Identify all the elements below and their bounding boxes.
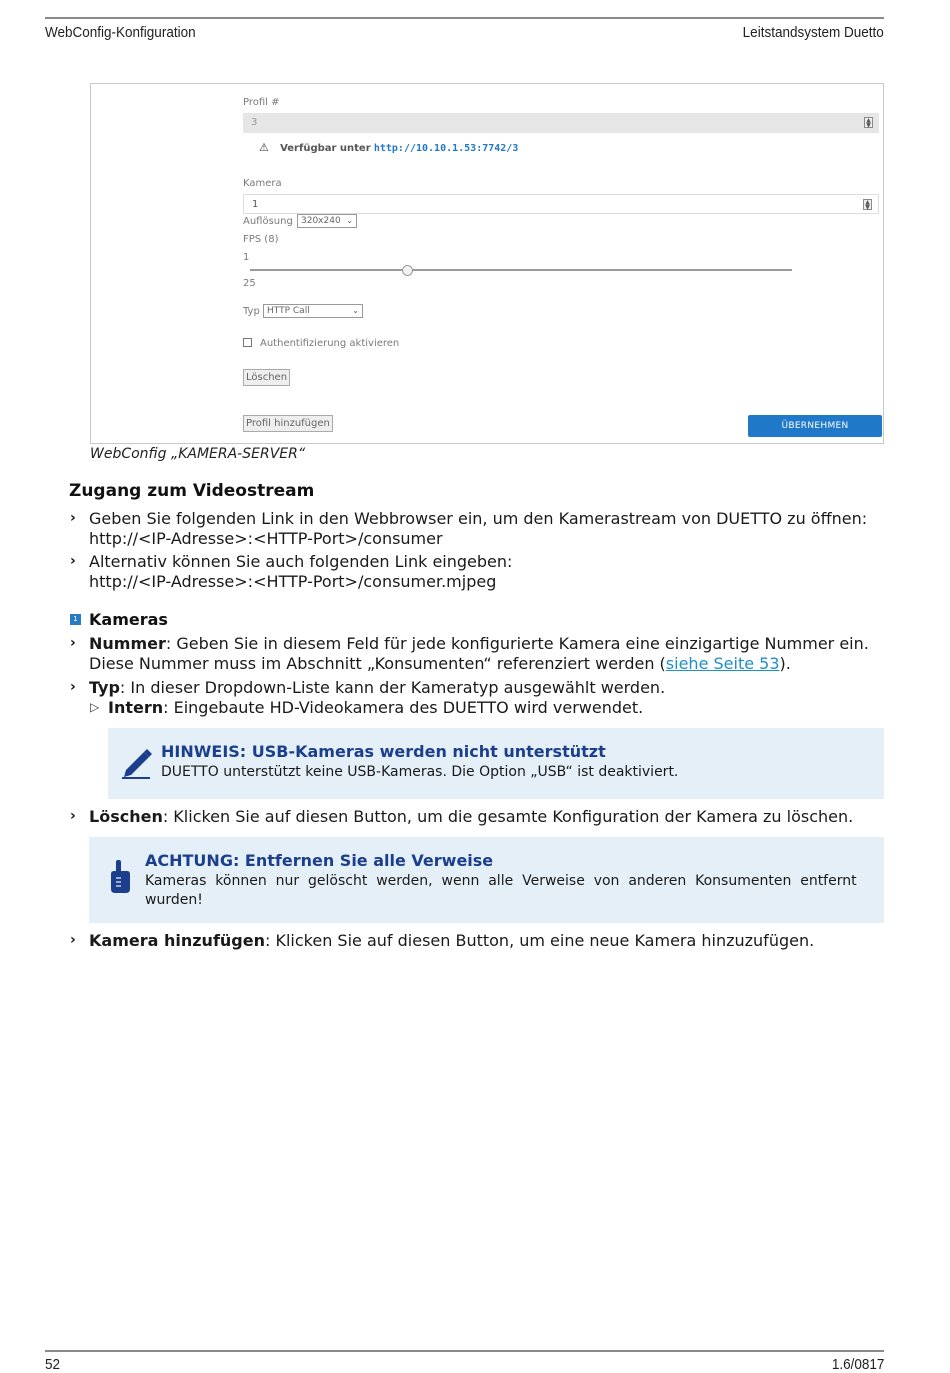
bullet-icon: › [70,808,76,824]
profil-select[interactable] [243,113,879,133]
intern-text: : Eingebaute HD-Videokamera des DUETTO wird verwendet. [163,698,644,717]
kamera-label: Kamera [243,178,282,189]
hinweis-box [108,728,884,799]
bullet-icon: › [70,932,76,948]
auth-checkbox[interactable] [243,338,252,347]
chevron-down-icon: ⌄ [346,216,353,225]
page-reference-link[interactable]: siehe Seite 53 [665,654,780,673]
pointing-hand-icon [107,859,133,895]
fps-slider-handle[interactable] [402,265,413,276]
fps-min: 1 [243,252,250,263]
webconfig-screenshot [90,83,884,444]
aufloesung-label: Auflösung [243,216,293,227]
hinzufuegen-text: : Klicken Sie auf diesen Button, um eine neue Kamera hinzuzufügen. [265,931,815,950]
header-product: Leitstandsystem Duetto [742,24,884,41]
section-heading: Zugang zum Videostream [69,481,315,501]
nummer-text-2b: ). [779,654,791,673]
nummer-text-1: : Geben Sie in diesem Feld für jede konfigurierte Kamera eine einzigartige Nummer ein. [165,634,869,653]
header-chapter: WebConfig-Konfiguration [45,24,196,41]
typ-text: : In dieser Dropdown-Liste kann der Kameratyp ausgewählt werden. [119,678,666,697]
aufloesung-select[interactable] [297,214,357,228]
chevron-down-icon: ⌄ [352,306,359,315]
fps-slider-track[interactable] [250,269,792,271]
hinzufuegen-item [89,931,814,951]
achtung-box [89,837,884,923]
add-profile-button[interactable]: Profil hinzufügen [243,415,333,432]
figure-caption: WebConfig „KAMERA-SERVER“ [90,446,306,462]
kamera-value: 1 [252,199,259,210]
bullet-icon: › [70,510,76,526]
loeschen-item [89,807,853,827]
spinner-icon[interactable]: ▲ ▼ [864,117,873,128]
aufloesung-value: 320x240 [301,216,341,226]
access-item-2 [89,552,512,592]
document-version: 1.6/0817 [831,1356,884,1373]
access-item-1-text: Geben Sie folgenden Link in den Webbrowser ein, um den Kamerastream von DUETTO zu öffnen: [89,509,868,528]
auth-label: Authentifizierung aktivieren [260,338,400,349]
loeschen-term: Löschen [89,807,163,826]
availability-row [259,141,518,154]
apply-button[interactable]: ÜBERNEHMEN [748,415,882,437]
kameras-heading: Kameras [89,610,168,629]
nummer-text-2a: Diese Nummer muss im Abschnitt „Konsumenten“ referenziert werden ( [89,654,666,673]
typ-select[interactable] [263,304,363,318]
warning-icon: ⚠ [259,141,269,154]
available-prefix: Verfügbar unter [280,143,371,154]
page-number: 52 [45,1356,61,1373]
profil-value: 3 [251,117,258,128]
bullet-icon: › [70,553,76,569]
typ-value: HTTP Call [267,306,310,316]
typ-term: Typ [89,678,120,697]
hinweis-text: DUETTO unterstützt keine USB-Kameras. Die Option „USB“ ist deaktiviert. [161,764,679,780]
hinzufuegen-term: Kamera hinzufügen [89,931,265,950]
hinweis-title: HINWEIS: USB-Kameras werden nicht unterstützt [161,742,606,761]
delete-button[interactable]: Löschen [243,369,290,386]
intern-term: Intern [108,698,164,717]
available-url[interactable]: http://10.10.1.53:7742/3 [373,143,519,154]
nummer-term: Nummer [89,634,166,653]
header-rule [45,17,884,19]
kamera-select[interactable] [243,194,879,214]
loeschen-text: : Klicken Sie auf diesen Button, um die gesamte Konfiguration der Kamera zu löschen. [162,807,854,826]
access-item-1-url: http://<IP-Adresse>:<HTTP-Port>/consumer [89,529,443,548]
typ-item [89,678,665,698]
pencil-icon [120,744,154,780]
nummer-item [89,634,869,674]
callout-number-badge: 1 [70,614,81,625]
sub-bullet-icon: ▷ [90,700,100,714]
profil-label: Profil # [243,97,280,108]
fps-max: 25 [243,278,256,289]
access-item-2-url: http://<IP-Adresse>:<HTTP-Port>/consumer.mjpeg [89,572,497,591]
achtung-text-2: wurden! [145,892,203,908]
fps-label: FPS (8) [243,234,279,245]
bullet-icon: › [70,679,76,695]
achtung-title: ACHTUNG: Entfernen Sie alle Verweise [145,851,494,870]
access-item-1 [89,509,867,549]
spinner-icon[interactable]: ▲ ▼ [863,199,872,210]
access-item-2-text: Alternativ können Sie auch folgenden Link eingeben: [89,552,513,571]
achtung-text-1: Kameras können nur gelöscht werden, wenn alle Verweise von anderen Konsumenten entfernt [145,873,857,889]
intern-item [108,698,643,718]
footer-rule [45,1350,884,1352]
bullet-icon: › [70,635,76,651]
typ-label: Typ [243,306,260,317]
